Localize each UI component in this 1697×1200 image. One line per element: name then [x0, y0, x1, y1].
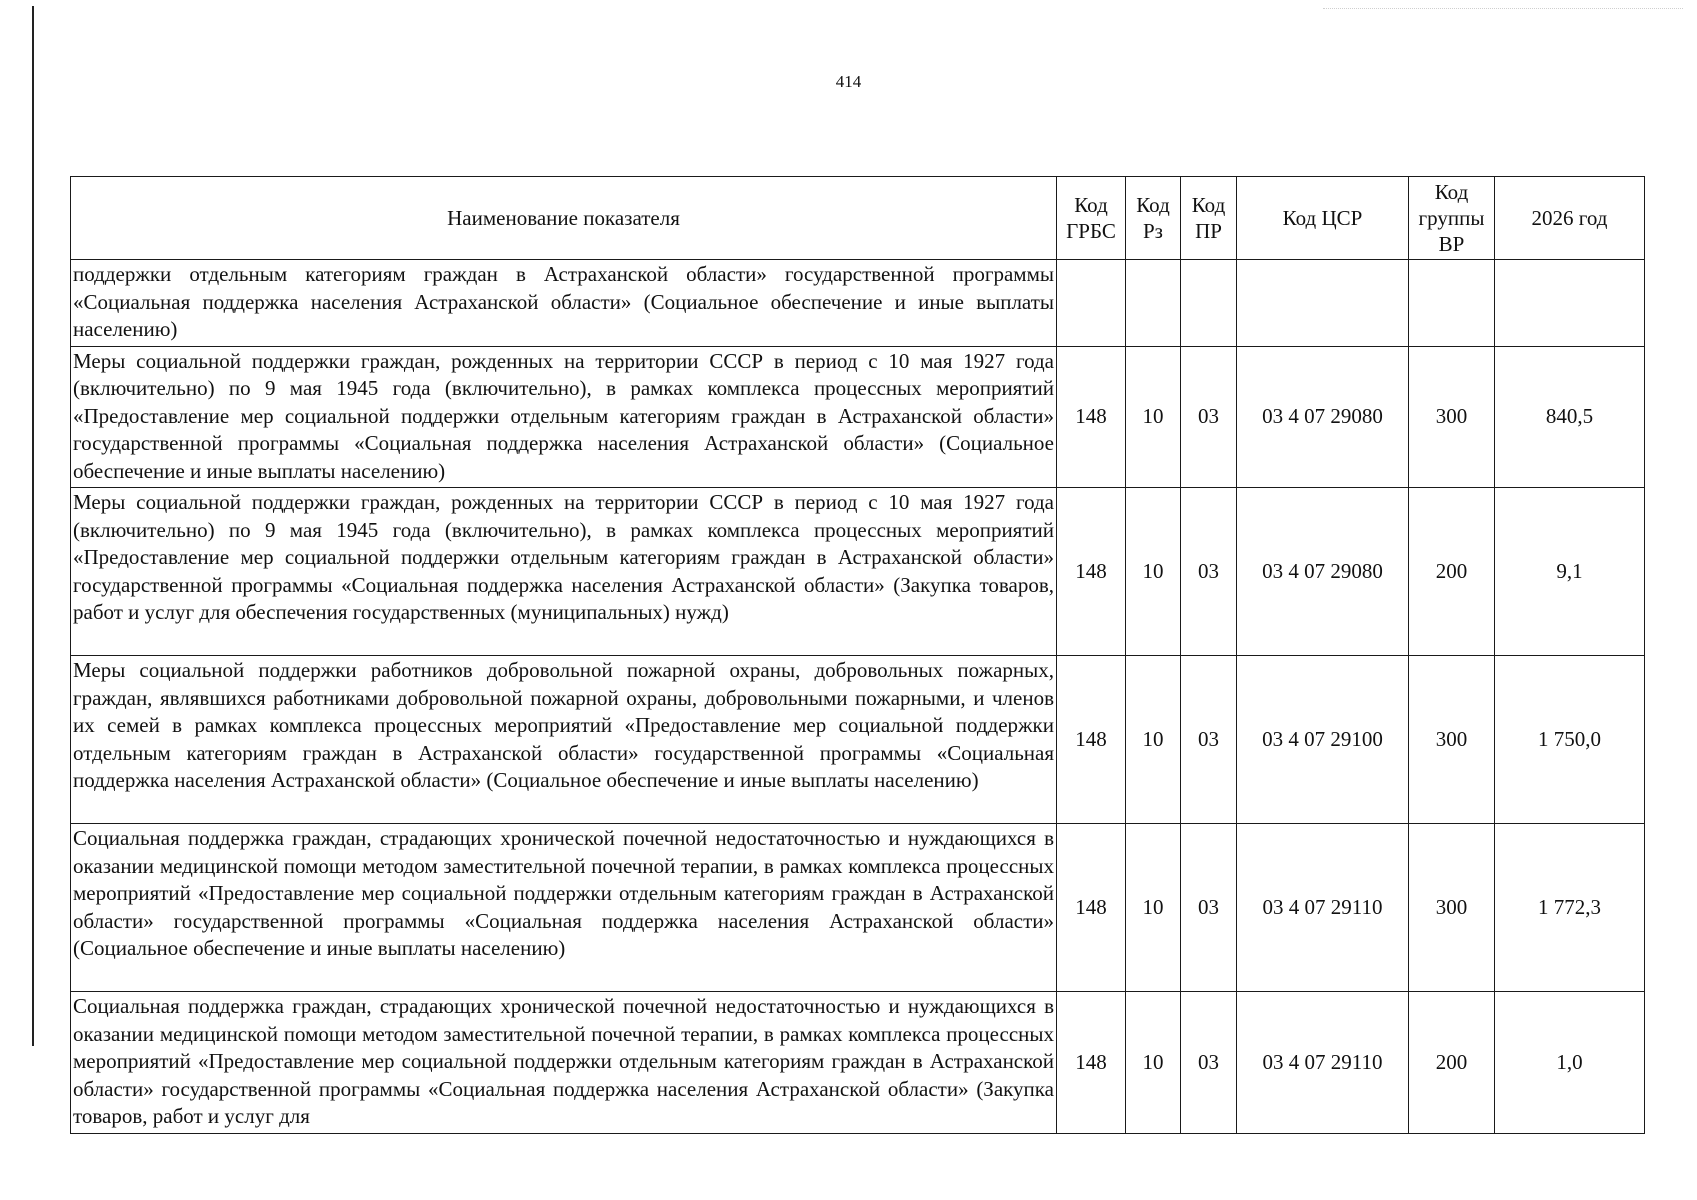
row-amount-cell: 840,5 [1495, 346, 1645, 488]
row-pr-cell: 03 [1181, 824, 1237, 992]
row-name-cell: поддержки отдельным категориям граждан в Астраханской области» государственной программы «Социальная поддержка населения Астраханской области» (Социальное обеспечение и иные выплаты населению) [71, 260, 1057, 347]
page-number: 414 [835, 72, 862, 91]
row-rz-cell: 10 [1126, 992, 1181, 1134]
scan-artifact [1323, 8, 1683, 9]
table-row [71, 824, 1645, 992]
row-csr-cell: 03 4 07 29110 [1237, 992, 1409, 1134]
row-name-cell: Меры социальной поддержки граждан, рожденных на территории СССР в период с 10 мая 1927 года (включительно) по 9 мая 1945 года (включительно), в рамках комплекса процессных мероприятий «Предоставление мер социальной поддержки отдельным категориям граждан в Астраханской области» государственной программы «Социальная поддержка населения Астраханской области» (Закупка товаров, работ и услуг для обеспечения государственных (муниципальных) нужд) [71, 488, 1057, 656]
row-grbs-cell [1057, 260, 1126, 347]
row-vr-cell [1409, 260, 1495, 347]
row-csr-cell: 03 4 07 29080 [1237, 346, 1409, 488]
table-header [71, 177, 1645, 260]
table-row [71, 260, 1645, 347]
budget-table [70, 176, 1645, 1134]
row-csr-cell: 03 4 07 29080 [1237, 488, 1409, 656]
row-name-cell: Меры социальной поддержки граждан, рожденных на территории СССР в период с 10 мая 1927 года (включительно) по 9 мая 1945 года (включительно), в рамках комплекса процессных мероприятий «Предоставление мер социальной поддержки отдельным категориям граждан в Астраханской области» государственной программы «Социальная поддержка населения Астраханской области» (Социальное обеспечение и иные выплаты населению) [71, 346, 1057, 488]
row-name-cell: Социальная поддержка граждан, страдающих хронической почечной недостаточностью и нуждающихся в оказании медицинской помощи методом заместительной почечной терапии, в рамках комплекса процессных мероприятий «Предоставление мер социальной поддержки отдельным категориям граждан в Астраханской области» государственной программы «Социальная поддержка населения Астраханской области» (Социальное обеспечение и иные выплаты населению) [71, 824, 1057, 992]
row-amount-cell: 1,0 [1495, 992, 1645, 1134]
row-rz-cell: 10 [1126, 488, 1181, 656]
row-grbs-cell: 148 [1057, 656, 1126, 824]
row-pr-cell: 03 [1181, 992, 1237, 1134]
row-grbs-cell: 148 [1057, 992, 1126, 1134]
table-row [71, 488, 1645, 656]
row-pr-cell: 03 [1181, 346, 1237, 488]
table-row [71, 346, 1645, 488]
row-grbs-cell: 148 [1057, 346, 1126, 488]
row-rz-cell: 10 [1126, 346, 1181, 488]
row-csr-cell: 03 4 07 29100 [1237, 656, 1409, 824]
row-rz-cell: 10 [1126, 656, 1181, 824]
row-csr-cell [1237, 260, 1409, 347]
row-grbs-cell: 148 [1057, 824, 1126, 992]
header-vr: Код группы ВР [1409, 177, 1495, 260]
row-amount-cell: 9,1 [1495, 488, 1645, 656]
row-amount-cell [1495, 260, 1645, 347]
table-row [71, 656, 1645, 824]
row-name-cell: Социальная поддержка граждан, страдающих хронической почечной недостаточностью и нуждающихся в оказании медицинской помощи методом заместительной почечной терапии, в рамках комплекса процессных мероприятий «Предоставление мер социальной поддержки отдельным категориям граждан в Астраханской области» государственной программы «Социальная поддержка населения Астраханской области» (Закупка товаров, работ и услуг для [71, 992, 1057, 1134]
row-rz-cell [1126, 260, 1181, 347]
header-name: Наименование показателя [71, 177, 1057, 260]
row-vr-cell: 300 [1409, 824, 1495, 992]
row-vr-cell: 200 [1409, 488, 1495, 656]
row-name-cell: Меры социальной поддержки работников добровольной пожарной охраны, добровольных пожарных, граждан, являвшихся работниками добровольной пожарной охраны, добровольными пожарными, и членов их семей в рамках комплекса процессных мероприятий «Предоставление мер социальной поддержки отдельным категориям граждан в Астраханской области» государственной программы «Социальная поддержка населения Астраханской области» (Социальное обеспечение и иные выплаты населению) [71, 656, 1057, 824]
row-grbs-cell: 148 [1057, 488, 1126, 656]
table-body [71, 260, 1645, 1134]
row-pr-cell [1181, 260, 1237, 347]
header-rz: Код Рз [1126, 177, 1181, 260]
header-row [71, 177, 1645, 260]
left-margin-line [32, 6, 34, 1046]
row-amount-cell: 1 750,0 [1495, 656, 1645, 824]
row-rz-cell: 10 [1126, 824, 1181, 992]
row-amount-cell: 1 772,3 [1495, 824, 1645, 992]
row-csr-cell: 03 4 07 29110 [1237, 824, 1409, 992]
header-year: 2026 год [1495, 177, 1645, 260]
header-pr: Код ПР [1181, 177, 1237, 260]
table-row [71, 992, 1645, 1134]
row-pr-cell: 03 [1181, 656, 1237, 824]
header-grbs: Код ГРБС [1057, 177, 1126, 260]
row-pr-cell: 03 [1181, 488, 1237, 656]
header-csr: Код ЦСР [1237, 177, 1409, 260]
row-vr-cell: 300 [1409, 656, 1495, 824]
row-vr-cell: 300 [1409, 346, 1495, 488]
row-vr-cell: 200 [1409, 992, 1495, 1134]
